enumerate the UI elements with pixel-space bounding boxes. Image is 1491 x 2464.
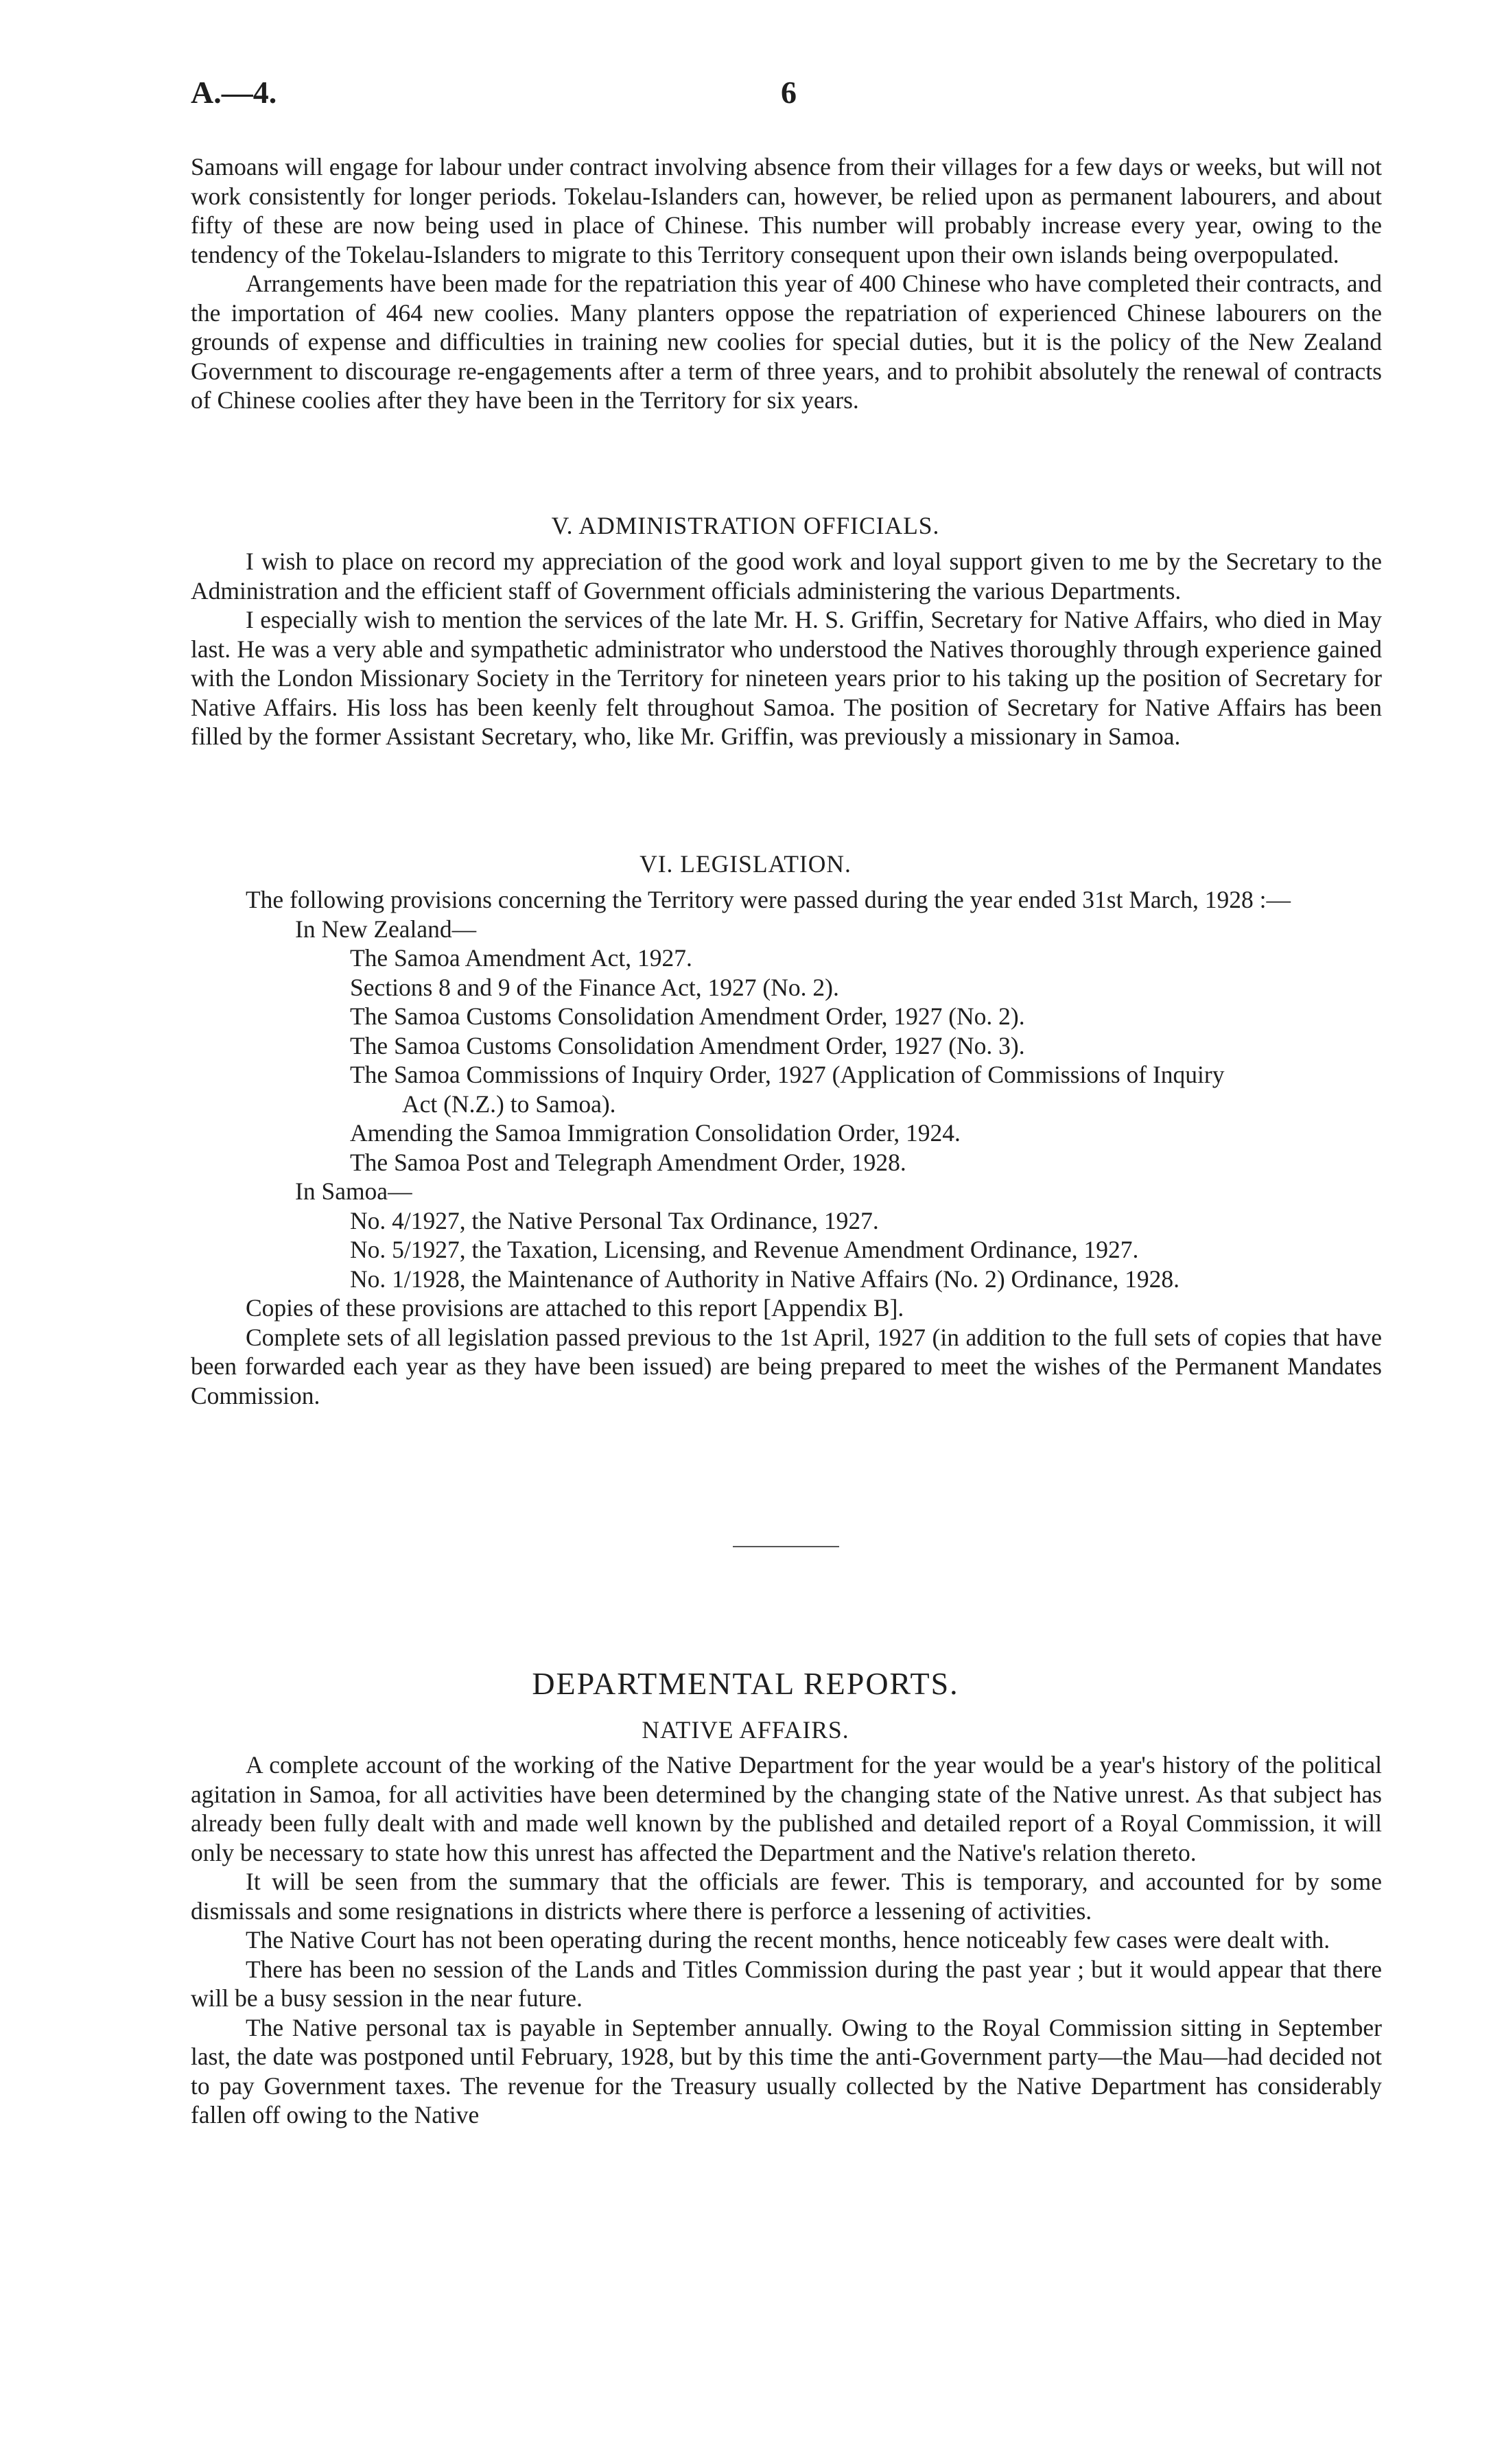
samoa-legislation-item: No. 1/1928, the Maintenance of Authority in Native Affairs (No. 2) Ordinance, 1928. [350, 1265, 1180, 1293]
section-vi-heading: VI. LEGISLATION. [639, 850, 852, 878]
nz-legislation-item: The Samoa Customs Consolidation Amendment Order, 1927 (No. 3). [350, 1031, 1025, 1059]
section-v-paragraph: I wish to place on record my appreciation of the good work and loyal support given to me by the Secretary to the Administration and the efficient staff of Government officials administering the various Departments. [191, 548, 1382, 605]
nz-legislation-list [191, 943, 1382, 1177]
departmental-reports-heading: DEPARTMENTAL REPORTS. [532, 1666, 959, 1701]
samoa-legislation-item: No. 5/1927, the Taxation, Licensing, and Revenue Amendment Ordinance, 1927. [350, 1236, 1139, 1263]
nz-legislation-item: Amending the Samoa Immigration Consolidation Order, 1924. [350, 1119, 961, 1147]
complete-sets-note: Complete sets of all legislation passed previous to the 1st April, 1927 (in addition to the full sets of copies that have been forwarded each year as they have been issued) are being prepared to meet the wishes of the Permanent Mandates Commission. [191, 1323, 1382, 1409]
native-affairs-paragraph: It will be seen from the summary that the officials are fewer. This is temporary, and accounted for by some dismissals and some resignations in districts where there is perforce a lessening of activities. [191, 1868, 1382, 1925]
section-v-heading: V. ADMINISTRATION OFFICIALS. [551, 512, 940, 539]
report-reference: A.—4. [191, 75, 277, 110]
labour-paragraph: Samoans will engage for labour under contract involving absence from their villages for a few days or weeks, but will not work consistently for longer periods. Tokelau-Islanders can, however, be relied upon as permanent labourers, and about fifty of these are now being used in place of Chinese. This number will probably increase every year, owing to the tendency of the Tokelau-Islanders to migrate to this Territory consequent upon their own islands being overpopulated. [191, 153, 1382, 268]
nz-legislation-item: Sections 8 and 9 of the Finance Act, 1927 (No. 2). [350, 973, 839, 1001]
legislation-intro: The following provisions concerning the Territory were passed during the year ended 31st March, 1928 :— [246, 886, 1291, 913]
native-affairs-paragraph: The Native Court has not been operating during the recent months, hence noticeably few cases were dealt with. [246, 1926, 1330, 1953]
samoa-legislation-list [191, 1206, 1382, 1294]
section-v-body [191, 547, 1382, 751]
labour-paragraph: Arrangements have been made for the repatriation this year of 400 Chinese who have completed their contracts, and the importation of 464 new coolies. Many planters oppose the repatriation of experienced Chinese labourers on the grounds of expense and difficulties in training new coolies for special duties, but it is the policy of the New Zealand Government to discourage re-engagements after a term of three years, and to prohibit absolutely the renewal of contracts of Chinese coolies after they have been in the Territory for six years. [191, 270, 1382, 414]
nz-legislation-item [191, 1060, 1382, 1118]
section-vi-body [191, 885, 1382, 1410]
page-number: 6 [781, 75, 797, 110]
samoa-label: In Samoa— [295, 1177, 412, 1205]
native-affairs-heading: NATIVE AFFAIRS. [642, 1716, 849, 1744]
copies-note: Copies of these provisions are attached to this report [Appendix B]. [246, 1294, 904, 1322]
nz-label: In New Zealand— [295, 915, 477, 943]
nz-legislation-item-text: The Samoa Commissions of Inquiry Order, 1927 (Application of Commissions of Inquiry [350, 1061, 1225, 1088]
nz-legislation-item: The Samoa Amendment Act, 1927. [350, 944, 692, 972]
native-affairs-paragraph: A complete account of the working of the Native Department for the year would be a year's history of the political agitation in Samoa, for all activities have been determined by the changing state of the Native unrest. As that subject has already been fully dealt with and made well known by the published and detailed report of a Royal Commission, it will only be necessary to state how this unrest has affected the Department and the Native's relation thereto. [191, 1751, 1382, 1866]
nz-legislation-item: The Samoa Post and Telegraph Amendment Order, 1928. [350, 1148, 906, 1176]
nz-legislation-item-continuation: Act (N.Z.) to Samoa). [402, 1090, 616, 1118]
samoa-legislation-item: No. 4/1927, the Native Personal Tax Ordinance, 1927. [350, 1206, 879, 1234]
native-affairs-body [191, 1750, 1382, 2130]
labour-section [191, 152, 1382, 415]
native-affairs-paragraph: The Native personal tax is payable in September annually. Owing to the Royal Commission sitting in September last, the date was postponed until February, 1928, but by this time the anti-Government party—the Mau—had decided not to pay Government taxes. The revenue for the Treasury usually collected by the Native Department has considerably fallen off owing to the Native [191, 2013, 1382, 2128]
native-affairs-paragraph: There has been no session of the Lands and Titles Commission during the past year ; but it would appear that there will be a busy session in the near future. [191, 1955, 1382, 2012]
section-divider [733, 1546, 839, 1547]
nz-legislation-item: The Samoa Customs Consolidation Amendment Order, 1927 (No. 2). [350, 1002, 1025, 1030]
section-v-paragraph: I especially wish to mention the services of the late Mr. H. S. Griffin, Secretary for Native Affairs, who died in May last. He was a very able and sympathetic administrator who understood the Natives thoroughly through experience gained with the London Missionary Society in the Territory for nineteen years prior to his taking up the position of Secretary for Native Affairs. His loss has been keenly felt throughout Samoa. The position of Secretary for Native Affairs has been filled by the former Assistant Secretary, who, like Mr. Griffin, was previously a missionary in Samoa. [191, 606, 1382, 750]
